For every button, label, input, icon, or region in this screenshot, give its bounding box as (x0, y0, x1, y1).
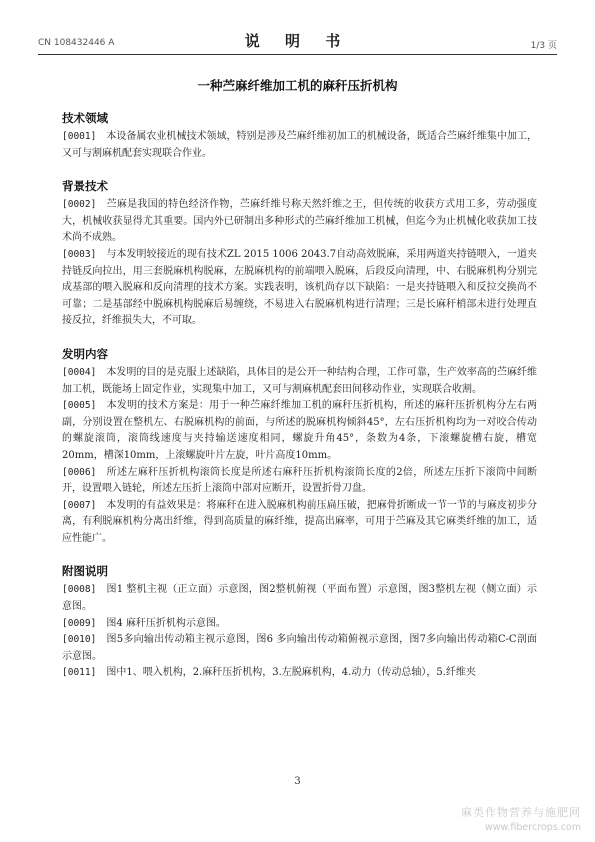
paragraph-number: [0011] (62, 667, 97, 679)
paragraph-text: 图5多向输出传动箱主视示意图，图6 多向输出传动箱俯视示意图，图7多向输出传动箱C-C剖面示意图。 (62, 634, 537, 662)
section-invention-content (62, 346, 537, 548)
paragraph-number: [0003] (62, 248, 97, 260)
paragraph (62, 498, 537, 548)
paragraph-text: 图4 麻秆压折机构示意图。 (106, 617, 226, 629)
paragraph-number: [0007] (62, 499, 97, 511)
paragraph (62, 398, 537, 464)
paragraph (62, 197, 537, 247)
section-heading: 发明内容 (62, 346, 108, 361)
paragraph (62, 632, 537, 665)
paragraph (62, 582, 537, 615)
watermark-name: 麻类作物营养与施肥网 (461, 806, 581, 819)
section-heading: 技术领域 (62, 111, 108, 125)
paragraph-text: 本发明的有益效果是：将麻秆在进入脱麻机构前压扁压破，把麻骨折断成一节一节的与麻皮初步分离，有利脱麻机构分离出纤维，得到高质量的麻纤维，提高出麻率，可用于苎麻及其它麻类纤维的加工，适应性能广。 (62, 499, 537, 544)
page-number: 3 (294, 776, 301, 787)
paragraph-number: [0008] (62, 584, 97, 596)
paragraph-number: [0010] (62, 634, 97, 646)
paragraph-number: [0001] (62, 131, 97, 142)
paragraph-number: [0002] (62, 199, 97, 211)
paragraph (62, 365, 537, 398)
header-title: 说 明 书 (244, 32, 351, 50)
paragraph-number: [0004] (62, 366, 97, 378)
section-heading: 背景技术 (62, 179, 108, 194)
paragraph-text: 本发明的目的是克服上述缺陷，具体目的是公开一种结构合理，工作可靠，生产效率高的苎麻纤维加工机，既能场上固定作业，实现集中加工，又可与割麻机配套田间移动作业，实现联合收割。 (62, 366, 537, 395)
header-divider (38, 54, 557, 55)
section-background (62, 178, 537, 330)
paragraph (62, 129, 537, 162)
paragraph-text: 苎麻是我国的特色经济作物，苎麻纤维号称天然纤维之王，但传统的收获方式用工多，劳动强度大，机械收获显得尤其重要。国内外已研制出多种形式的苎麻纤维加工机械，但迄今为止机械化收获加工技术尚不成熟。 (62, 199, 537, 244)
page-info: 1/3 页 (530, 41, 557, 51)
paragraph-text: 本发明的技术方案是：用于一种苎麻纤维加工机的麻秆压折机构，所述的麻秆压折机构分左右两副，分别设置在整机左、右脱麻机构的前面，与所述的脱麻机构倾斜45°，左右压折机构均为一对咬合传动的螺旋滚筒，滚筒线速度与夹持输送速度相同，螺旋升角45°，条数为4条，下滚螺旋槽右旋，槽宽20mm，槽深10mm，上滚螺旋叶片左旋，叶片高度10mm。 (62, 400, 537, 461)
section-drawings-description (62, 563, 537, 682)
watermark (461, 804, 581, 833)
section-heading: 附图说明 (62, 564, 108, 579)
paragraph-text: 图1 整机主视（正立面）示意图，图2整机俯视（平面布置）示意图，图3整机左视（侧立面）示意图。 (62, 584, 537, 613)
paragraph-text: 与本发明较接近的现有技术ZL 2015 1006 2043.7自动高效脱麻，采用两道夹持链喂入，一道夹持链反向拉出，用三套脱麻机构脱麻，左脱麻机构的前端喂入脱麻，后段反向清理，中、右脱麻机构分别完成基部的喂入脱麻和反向清理的技术方案。实践表明，该机尚存以下缺陷：一是夹持链喂入和反拉交换尚不可靠；二是基部经中脱麻机构脱麻后易缠绕，不易进入右脱麻机构进行清理；三是长麻秆梢部未进行处理直接反拉，纤维损失大，不可取。 (62, 248, 537, 327)
document-title: 一种苎麻纤维加工机的麻秆压折机构 (197, 78, 398, 93)
paragraph-text: 图中1、喂入机构，2.麻秆压折机构，3.左脱麻机构，4.动力（传动总轴），5.纤维夹 (106, 667, 476, 679)
paragraph-number: [0006] (62, 466, 97, 478)
paragraph (62, 665, 537, 682)
paragraph (62, 465, 537, 498)
paragraph-text: 本设备属农业机械技术领域，特别是涉及苎麻纤维初加工的机械设备，既适合苎麻纤维集中加工，又可与割麻机配套实现联合作业。 (62, 131, 537, 159)
document-body (62, 110, 537, 682)
paragraph (62, 616, 537, 633)
paragraph-number: [0005] (62, 400, 97, 412)
publication-number: CN 108432446 A (38, 38, 115, 48)
paragraph-text: 所述左麻秆压折机构滚筒长度是所述右麻秆压折机构滚筒长度的2倍，所述左压折下滚筒中间断开，设置喂入链轮，所述左压折上滚筒中部对应断开，设置折骨刀盘。 (62, 466, 537, 495)
paragraph (62, 247, 537, 330)
watermark-url: www.fibercrops.com (484, 822, 581, 833)
section-technical-field (62, 110, 537, 162)
paragraph-number: [0009] (62, 617, 97, 629)
page-header (38, 30, 557, 56)
